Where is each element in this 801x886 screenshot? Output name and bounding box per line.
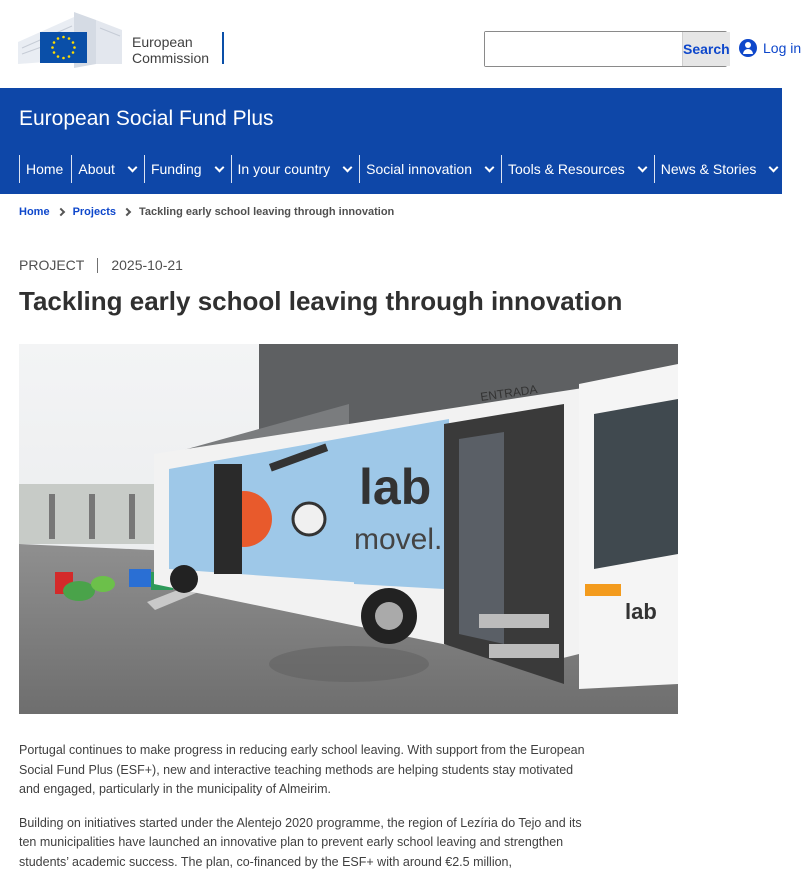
- main-navigation: [0, 153, 786, 185]
- european-commission-logo[interactable]: [18, 12, 228, 68]
- login-label: Log in: [763, 40, 801, 56]
- chevron-right-icon: [56, 208, 64, 216]
- article-body: [19, 741, 593, 886]
- nav-item-tools-resources[interactable]: [501, 155, 654, 183]
- search-form: [484, 31, 730, 67]
- nav-label: In your country: [237, 161, 331, 177]
- nav-label: About: [78, 161, 115, 177]
- chevron-down-icon[interactable]: [128, 162, 138, 172]
- nav-item-funding[interactable]: [144, 155, 231, 183]
- article-paragraph: Building on initiatives started under the Alentejo 2020 programme, the region of Lezíria do Tejo and its ten municipalities have launched an innovative plan to prevent early school leaving and strengthen students’ academic success. The plan, co-financed by the ESF+ with around €2.5 million,: [19, 815, 582, 869]
- breadcrumb-projects[interactable]: Projects: [72, 206, 116, 218]
- chevron-down-icon[interactable]: [637, 162, 647, 172]
- nav-label: Funding: [150, 161, 202, 177]
- nav-item-news-stories[interactable]: [654, 155, 786, 183]
- nav-label: Tools & Resources: [508, 161, 625, 177]
- logo-divider: [222, 32, 224, 64]
- logo-text: European Commission: [132, 34, 210, 66]
- nav-divider: [785, 155, 786, 183]
- chevron-down-icon[interactable]: [214, 162, 224, 172]
- eu-flag-icon: [40, 32, 87, 63]
- chevron-down-icon[interactable]: [485, 162, 495, 172]
- nav-label: Social innovation: [366, 161, 473, 177]
- meta-divider: [97, 258, 98, 273]
- user-icon: [739, 39, 757, 57]
- search-input[interactable]: [485, 32, 682, 66]
- hero-image: [19, 344, 678, 714]
- site-header: [0, 88, 782, 194]
- top-header: [0, 0, 801, 88]
- login-link[interactable]: [739, 39, 801, 57]
- lab-logo-text: lab: [359, 459, 432, 515]
- search-button[interactable]: Search: [682, 32, 730, 66]
- chevron-right-icon: [123, 208, 131, 216]
- publication-date: 2025-10-21: [111, 257, 183, 273]
- lab-logo-front-text: lab: [625, 599, 657, 624]
- chevron-down-icon[interactable]: [343, 162, 353, 172]
- site-title[interactable]: European Social Fund Plus: [19, 107, 274, 130]
- page-title: Tackling early school leaving through innovation: [19, 286, 623, 316]
- nav-item-home[interactable]: [19, 155, 71, 183]
- breadcrumb-current: Tackling early school leaving through innovation: [138, 206, 395, 218]
- article-meta: [19, 257, 183, 273]
- nav-item-about[interactable]: [71, 155, 144, 183]
- breadcrumb: [19, 206, 394, 218]
- article-paragraph: Portugal continues to make progress in reducing early school leaving. With support from the European Social Fund Plus (ESF+), new and interactive teaching methods are helping students stay motivated and engaged, particularly in the municipality of Almeirim.: [19, 743, 585, 796]
- nav-item-social-innovation[interactable]: [359, 155, 501, 183]
- movel-logo-text: movel.: [354, 523, 443, 556]
- nav-item-in-your-country[interactable]: [231, 155, 360, 183]
- breadcrumb-home[interactable]: Home: [19, 206, 50, 218]
- content-type-label: PROJECT: [19, 257, 85, 273]
- chevron-down-icon[interactable]: [769, 162, 779, 172]
- entrada-sign-text: ENTRADA: [479, 382, 539, 404]
- nav-label: News & Stories: [660, 161, 757, 177]
- nav-label: Home: [26, 161, 64, 177]
